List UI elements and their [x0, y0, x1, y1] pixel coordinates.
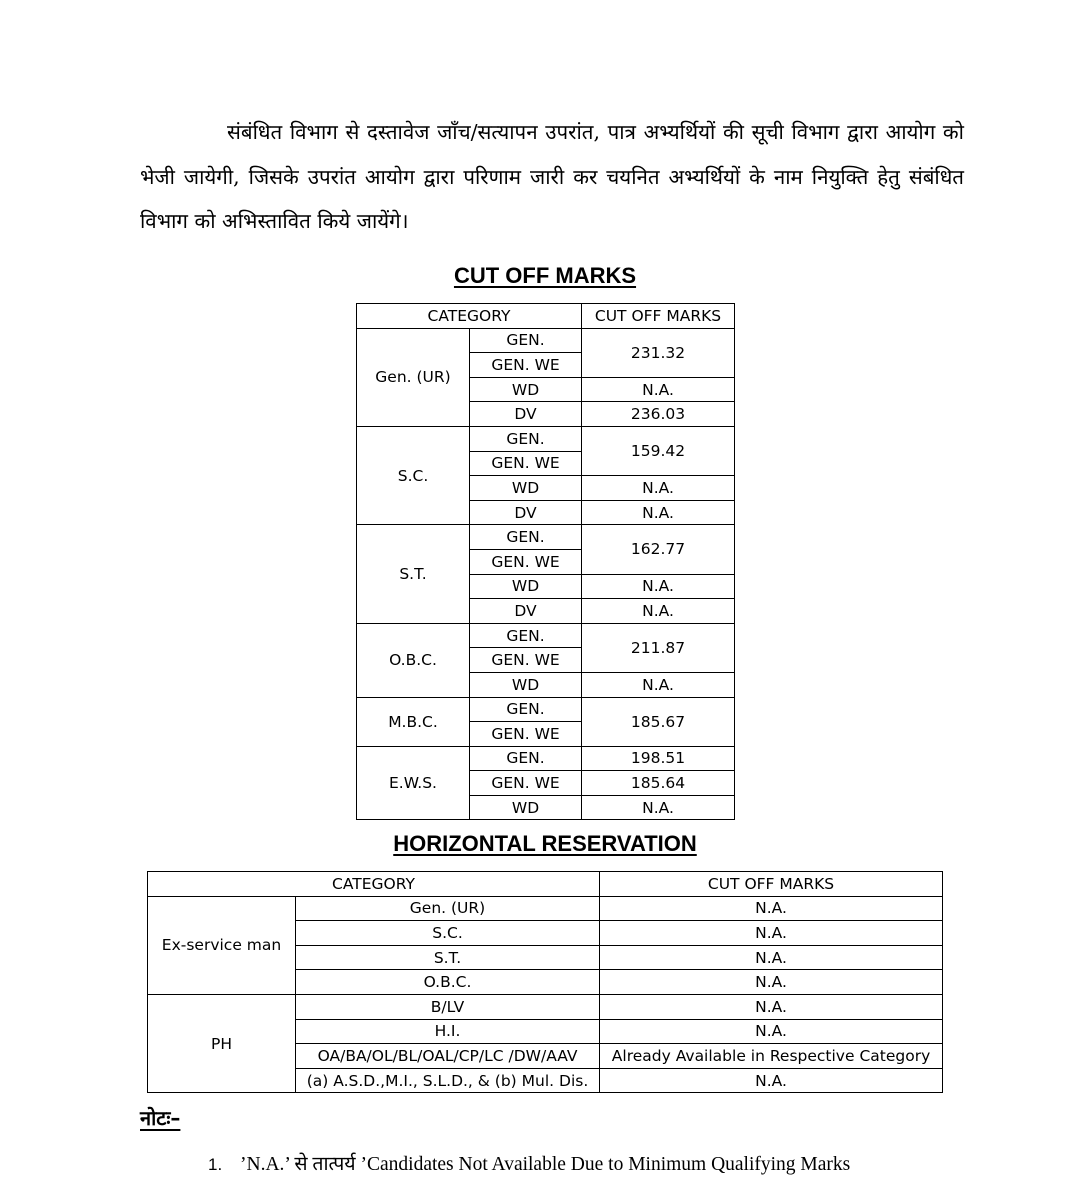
subcategory-cell: (a) A.S.D.,M.I., S.L.D., & (b) Mul. Dis.	[296, 1068, 600, 1093]
category-cell: O.B.C.	[357, 623, 470, 697]
marks-cell: N.A.	[582, 795, 735, 820]
subcategory-cell: GEN. WE	[470, 771, 582, 796]
marks-cell: N.A.	[582, 599, 735, 624]
subcategory-cell: WD	[470, 795, 582, 820]
subcategory-cell: Gen. (UR)	[296, 896, 600, 921]
intro-paragraph: संबंधित विभाग से दस्तावेज जाँच/सत्यापन उपरांत, पात्र अभ्यर्थियों की सूची विभाग द्वारा आयोग को भेजी जायेगी, जिसके उपरांत आयोग द्वारा परिणाम जारी कर चयनित अभ्यर्थियों के नाम नियुक्ति हेतु संबंधित विभाग को अभिस्तावित किये जायेंगे।	[140, 120, 964, 233]
note-item-text: ’N.A.’ से तात्पर्य ’Candidates Not Available Due to Minimum Qualifying Marks	[240, 1154, 851, 1175]
cutoff-marks-table	[356, 303, 735, 820]
category-header: CATEGORY	[357, 304, 582, 329]
marks-cell: N.A.	[600, 896, 943, 921]
subcategory-cell: GEN.	[470, 426, 582, 451]
subcategory-cell: GEN.	[470, 328, 582, 353]
table-row	[357, 697, 735, 722]
marks-cell: 162.77	[582, 525, 735, 574]
subcategory-cell: GEN. WE	[470, 722, 582, 747]
subcategory-cell: GEN.	[470, 746, 582, 771]
subcategory-cell: O.B.C.	[296, 970, 600, 995]
subcategory-cell: GEN. WE	[470, 353, 582, 378]
subcategory-cell: OA/BA/OL/BL/OAL/CP/LC /DW/AAV	[296, 1044, 600, 1069]
table-row	[357, 623, 735, 648]
marks-cell: 236.03	[582, 402, 735, 427]
table-row	[148, 896, 943, 921]
category-cell: S.C.	[357, 426, 470, 524]
category-cell: Ex-service man	[148, 896, 296, 994]
subcategory-cell: WD	[470, 476, 582, 501]
marks-cell: 198.51	[582, 746, 735, 771]
subcategory-cell: GEN.	[470, 623, 582, 648]
marks-cell: 185.64	[582, 771, 735, 796]
table-row	[357, 525, 735, 550]
marks-cell: Already Available in Respective Category	[600, 1044, 943, 1069]
table-row	[357, 426, 735, 451]
table-header-row	[148, 872, 943, 897]
subcategory-cell: GEN. WE	[470, 648, 582, 673]
category-cell: E.W.S.	[357, 746, 470, 820]
note-heading: नोटः–	[140, 1106, 181, 1130]
subcategory-cell: S.T.	[296, 945, 600, 970]
marks-cell: N.A.	[600, 970, 943, 995]
cutoff-marks-heading: CUT OFF MARKS	[453, 263, 637, 288]
category-cell: PH	[148, 994, 296, 1092]
marks-cell: 159.42	[582, 426, 735, 475]
marks-cell: N.A.	[600, 1068, 943, 1093]
marks-cell: N.A.	[600, 921, 943, 946]
marks-cell: N.A.	[582, 377, 735, 402]
table-row	[357, 328, 735, 353]
category-cell: S.T.	[357, 525, 470, 623]
subcategory-cell: GEN.	[470, 697, 582, 722]
category-header: CATEGORY	[148, 872, 600, 897]
note-item	[208, 1149, 948, 1176]
subcategory-cell: WD	[470, 574, 582, 599]
marks-cell: N.A.	[582, 476, 735, 501]
marks-cell: 231.32	[582, 328, 735, 377]
horizontal-reservation-table	[147, 871, 943, 1093]
subcategory-cell: DV	[470, 599, 582, 624]
category-cell: M.B.C.	[357, 697, 470, 746]
marks-cell: N.A.	[600, 945, 943, 970]
subcategory-cell: GEN.	[470, 525, 582, 550]
subcategory-cell: B/LV	[296, 994, 600, 1019]
table-row	[148, 994, 943, 1019]
horizontal-reservation-heading: HORIZONTAL RESERVATION	[393, 831, 697, 856]
category-cell: Gen. (UR)	[357, 328, 470, 426]
marks-cell: 185.67	[582, 697, 735, 746]
subcategory-cell: GEN. WE	[470, 451, 582, 476]
marks-cell: N.A.	[600, 994, 943, 1019]
marks-cell: N.A.	[582, 500, 735, 525]
marks-cell: 211.87	[582, 623, 735, 672]
marks-cell: N.A.	[600, 1019, 943, 1044]
cutoff-marks-header: CUT OFF MARKS	[600, 872, 943, 897]
subcategory-cell: DV	[470, 500, 582, 525]
subcategory-cell: S.C.	[296, 921, 600, 946]
subcategory-cell: H.I.	[296, 1019, 600, 1044]
subcategory-cell: GEN. WE	[470, 549, 582, 574]
table-row	[357, 746, 735, 771]
subcategory-cell: WD	[470, 377, 582, 402]
cutoff-marks-header: CUT OFF MARKS	[582, 304, 735, 329]
table-header-row	[357, 304, 735, 329]
subcategory-cell: DV	[470, 402, 582, 427]
subcategory-cell: WD	[470, 672, 582, 697]
marks-cell: N.A.	[582, 672, 735, 697]
note-item-number: 1.	[208, 1155, 223, 1174]
marks-cell: N.A.	[582, 574, 735, 599]
